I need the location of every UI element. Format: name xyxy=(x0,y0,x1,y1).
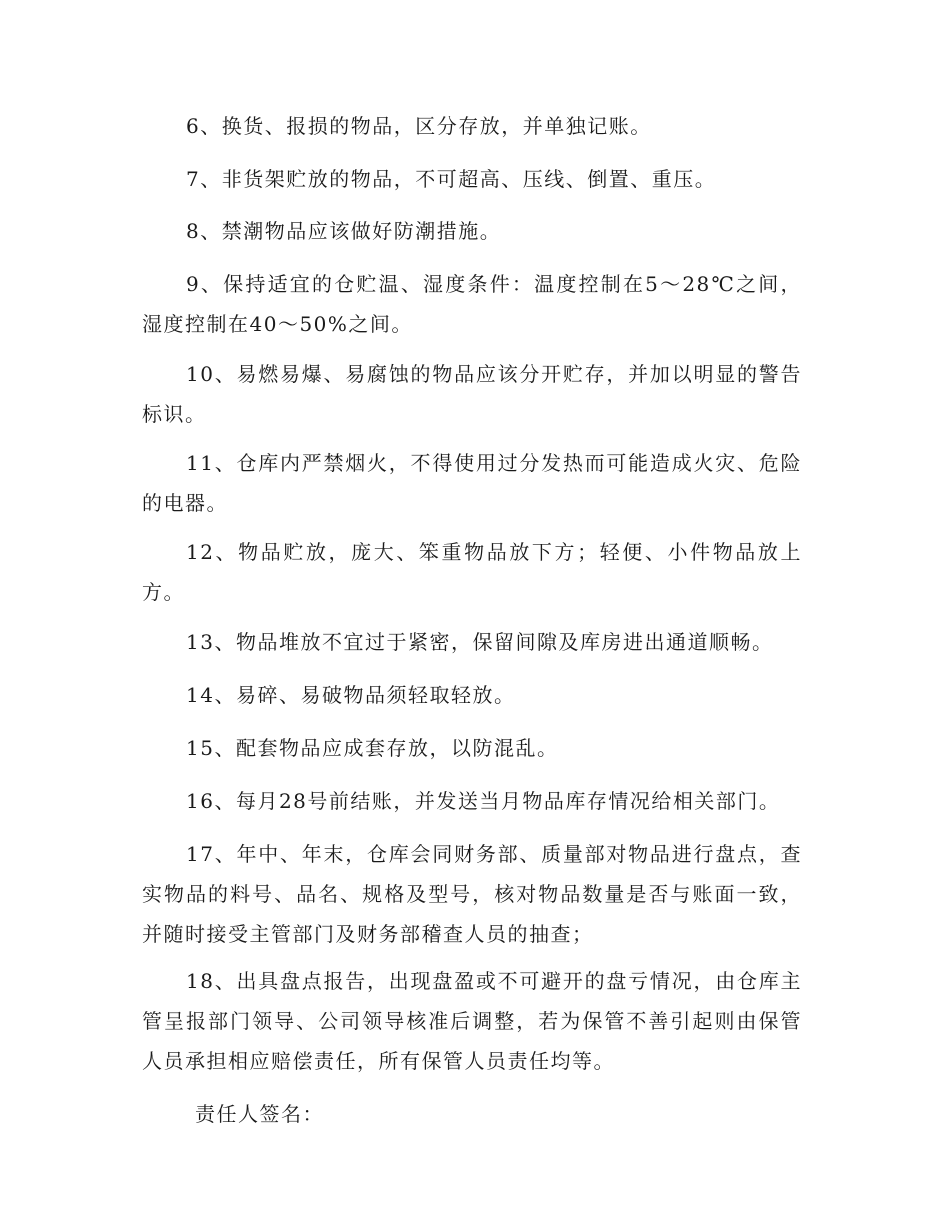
rule-item-12: 12、物品贮放，庞大、笨重物品放下方；轻便、小件物品放上方。 xyxy=(142,540,802,604)
rule-item-16: 16、每月28号前结账，并发送当月物品库存情况给相关部门。 xyxy=(186,789,781,813)
signature-label: 责任人签名： xyxy=(195,1102,324,1126)
rule-item-11: 11、仓库内严禁烟火，不得使用过分发热而可能造成火灾、危险的电器。 xyxy=(142,451,802,515)
rule-item-17: 17、年中、年末，仓库会同财务部、质量部对物品进行盘点，查实物品的料号、品名、规格及型号，核对物品数量是否与账面一致，并随时接受主管部门及财务部稽查人员的抽查； xyxy=(142,842,802,946)
rule-item-15: 15、配套物品应成套存放，以防混乱。 xyxy=(186,736,559,760)
rule-item-14: 14、易碎、易破物品须轻取轻放。 xyxy=(186,683,516,707)
rule-item-18: 18、出具盘点报告，出现盘盈或不可避开的盘亏情况，由仓库主管呈报部门领导、公司领导核准后调整，若为保管不善引起则由保管人员承担相应赔偿责任，所有保管人员责任均等。 xyxy=(142,969,802,1073)
rule-item-7: 7、非货架贮放的物品，不可超高、压线、倒置、重压。 xyxy=(186,167,717,191)
rule-item-13: 13、物品堆放不宜过于紧密，保留间隙及库房进出通道顺畅。 xyxy=(186,630,774,654)
rule-item-10: 10、易燃易爆、易腐蚀的物品应该分开贮存，并加以明显的警告标识。 xyxy=(142,362,802,426)
rule-item-9: 9、保持适宜的仓贮温、湿度条件：温度控制在5～28℃之间，湿度控制在40～50%之间。 xyxy=(142,272,802,336)
rule-item-6: 6、换货、报损的物品，区分存放，并单独记账。 xyxy=(186,114,652,138)
rule-item-8: 8、禁潮物品应该做好防潮措施。 xyxy=(186,219,502,243)
